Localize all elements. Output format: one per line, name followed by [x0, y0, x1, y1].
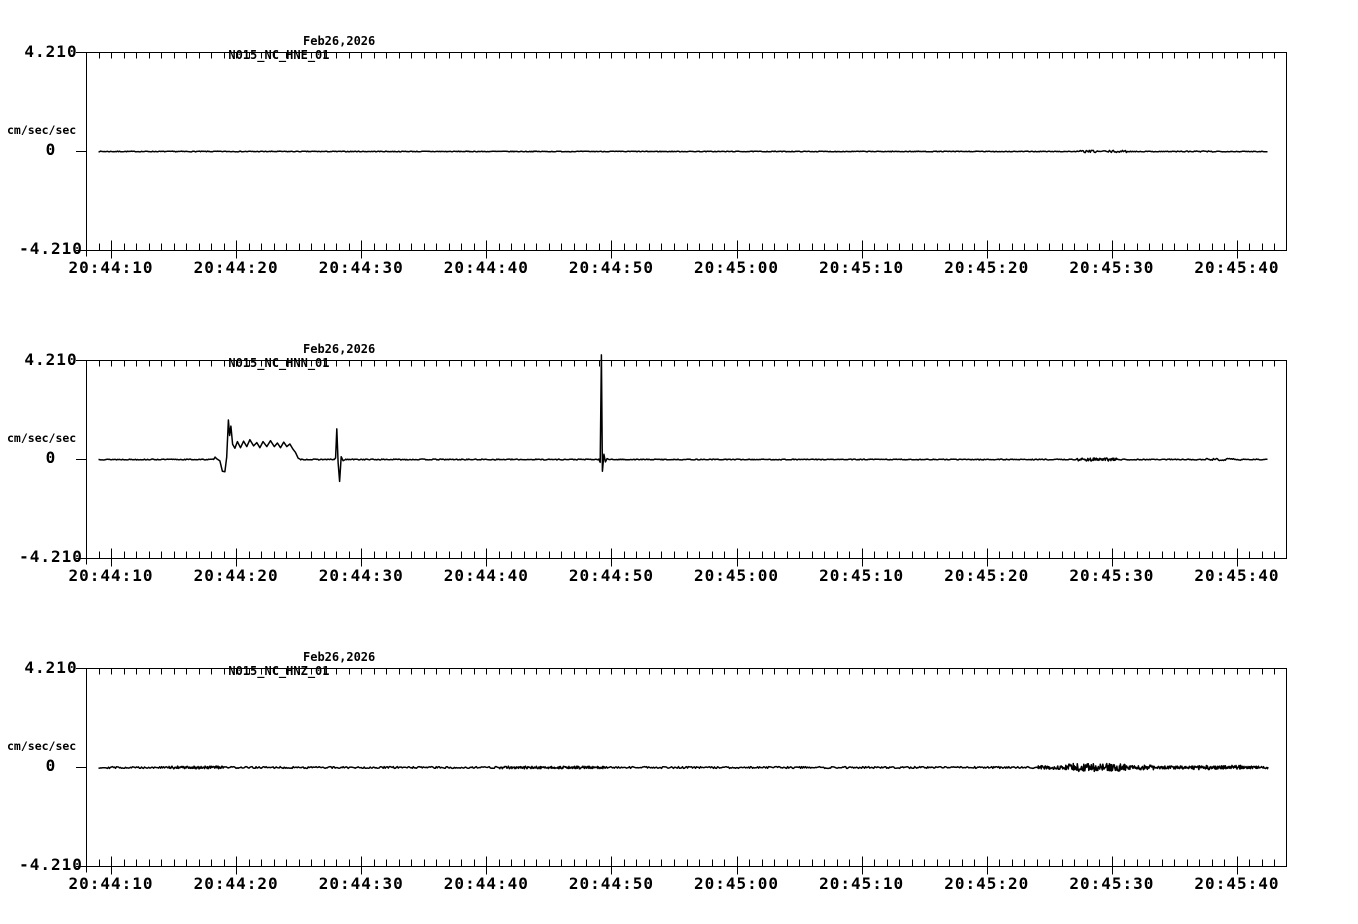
x-tick-label: 20:45:20 — [944, 566, 1030, 585]
x-tick-label: 20:45:10 — [819, 258, 905, 277]
y-max-label: 4.210 — [24, 42, 78, 61]
waveform-trace — [99, 150, 1268, 152]
x-tick-label: 20:44:40 — [443, 258, 529, 277]
x-tick-label: 20:45:40 — [1194, 258, 1280, 277]
y-unit-label: cm/sec/sec — [7, 739, 77, 753]
x-tick-label: 20:44:20 — [193, 258, 279, 277]
chart-title-station: N015_NC_HNE_01 — [228, 48, 330, 62]
chart-title-date: Feb26,2026 — [303, 34, 376, 48]
x-tick-label: 20:45:30 — [1069, 258, 1155, 277]
x-tick-label: 20:44:10 — [68, 258, 154, 277]
x-axis-labels — [0, 568, 1358, 586]
y-min-label: -4.210 — [19, 547, 83, 566]
x-tick-label: 20:45:30 — [1069, 874, 1155, 893]
x-tick-label: 20:44:50 — [568, 566, 654, 585]
x-tick-label: 20:44:40 — [443, 874, 529, 893]
chart-title-station: N015_NC_HNN_01 — [228, 356, 330, 370]
chart-title-station: N015_NC_HNZ_01 — [228, 664, 330, 678]
chart-title-date: Feb26,2026 — [303, 342, 376, 356]
chart-title — [185, 342, 376, 398]
x-tick-label: 20:45:10 — [819, 566, 905, 585]
x-tick-label: 20:45:30 — [1069, 566, 1155, 585]
x-tick-label: 20:44:30 — [318, 874, 404, 893]
chart-title-date: Feb26,2026 — [303, 650, 376, 664]
x-tick-label: 20:44:10 — [68, 874, 154, 893]
x-tick-label: 20:44:40 — [443, 566, 529, 585]
x-tick-label: 20:44:50 — [568, 258, 654, 277]
x-tick-label: 20:45:00 — [694, 874, 780, 893]
y-min-label: -4.210 — [19, 239, 83, 258]
x-tick-label: 20:45:00 — [694, 566, 780, 585]
y-zero-label: 0 — [45, 756, 57, 775]
x-tick-label: 20:44:50 — [568, 874, 654, 893]
y-zero-label: 0 — [45, 140, 57, 159]
x-tick-label: 20:45:20 — [944, 874, 1030, 893]
y-max-label: 4.210 — [24, 350, 78, 369]
y-max-label: 4.210 — [24, 658, 78, 677]
waveform-trace — [99, 764, 1269, 772]
y-unit-label: cm/sec/sec — [7, 123, 77, 137]
x-axis-labels — [0, 260, 1358, 278]
x-tick-label: 20:45:00 — [694, 258, 780, 277]
x-tick-label: 20:45:40 — [1194, 566, 1280, 585]
y-zero-label: 0 — [45, 448, 57, 467]
x-tick-label: 20:45:20 — [944, 258, 1030, 277]
x-tick-label: 20:44:10 — [68, 566, 154, 585]
y-min-label: -4.210 — [19, 855, 83, 874]
x-tick-label: 20:44:20 — [193, 566, 279, 585]
chart-title — [185, 650, 376, 706]
x-tick-label: 20:44:30 — [318, 258, 404, 277]
x-tick-label: 20:44:20 — [193, 874, 279, 893]
x-axis-labels — [0, 876, 1358, 894]
x-tick-label: 20:45:40 — [1194, 874, 1280, 893]
x-tick-label: 20:45:10 — [819, 874, 905, 893]
x-tick-label: 20:44:30 — [318, 566, 404, 585]
chart-title — [185, 34, 376, 90]
y-unit-label: cm/sec/sec — [7, 431, 77, 445]
